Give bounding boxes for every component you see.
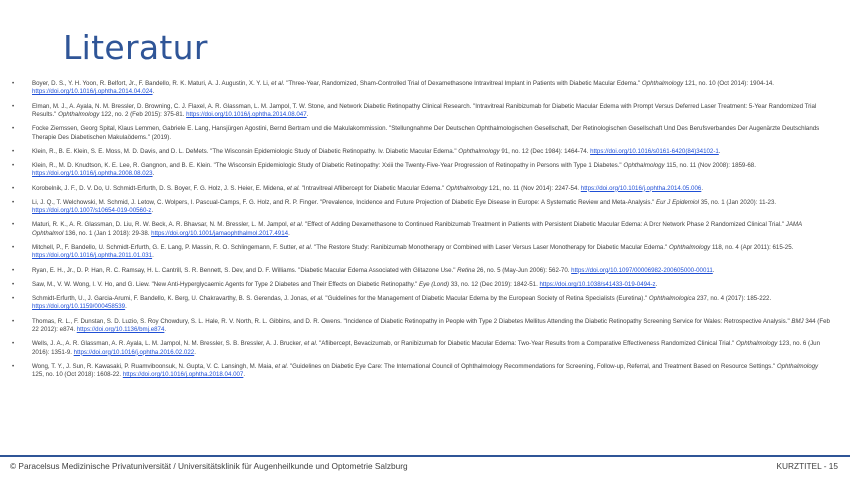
reference-doi-link[interactable]: https://doi.org/10.1097/00006982-200605000-00011 — [571, 266, 713, 274]
reference-journal: JAMA Ophthalmol — [32, 221, 802, 237]
reference-article-title: "The Restore Study: Ranibizumab Monotherapy or Combined with Laser Versus Laser Monotherapy for Diabetic Macular Edema." — [312, 244, 669, 252]
reference-journal: Ophthalmology — [736, 340, 778, 348]
bullet-icon: • — [12, 162, 15, 170]
reference-volume: 344 (Feb 22 2012): e874. — [32, 317, 830, 334]
reference-article-title: "Aflibercept, Bevacizumab, or Ranibizumab for Diabetic Macular Edema: Two-Year Results from a Comparative Effectiveness Randomized Clinical Trial." — [317, 340, 736, 348]
reference-authors-title: Klein, R., M. D. Knudtson, K. E. Lee, R. Gangnon, and B. E. Klein. "The Wisconsin Epidemiologic Study of Diabetic Retinopathy: Xxiii the Twenty-Five-Year Progression of Retinopathy in Persons with Type 1 Diabetes." — [32, 162, 624, 170]
reference-item — [12, 103, 830, 120]
bullet-icon: • — [12, 147, 15, 155]
reference-doi-link[interactable]: https://doi.org/10.1038/s41433-019-0494-z — [539, 280, 656, 288]
reference-end: . — [655, 280, 658, 288]
bullet-icon: • — [12, 317, 15, 325]
footer-copyright: © Paracelsus Medizinische Privatuniversität / Universitätsklinik für Augenheilkunde und Optometrie Salzburg — [10, 461, 408, 471]
reference-doi-link[interactable]: https://doi.org/10.1016/s0161-6420(84)34102-1 — [590, 147, 719, 155]
reference-end: . — [243, 371, 246, 379]
reference-doi-link[interactable]: https://doi.org/10.1001/jamaophthalmol.2017.4914 — [151, 229, 289, 237]
reference-end: . — [288, 229, 290, 237]
reference-item — [12, 318, 830, 335]
reference-article-title: "Effect of Adding Dexamethasone to Continued Ranibizumab Treatment in Patients with Persistent Diabetic Macular Edema: A Drcr Network Phase 2 Randomized Clinical Trial." — [303, 221, 786, 229]
reference-authors-title: Mitchell, P., F. Bandello, U. Schmidt-Erfurth, G. E. Lang, P. Massin, R. O. Schlingemann, F. Sutter, — [32, 244, 300, 252]
reference-journal: Ophthalmology — [776, 362, 819, 370]
reference-volume: 125, no. 10 (Oct 2018): 1608-22. — [32, 371, 123, 379]
reference-end: . — [152, 88, 155, 96]
reference-volume: 115, no. 11 (Nov 2008): 1859-68. — [664, 162, 756, 170]
reference-end: . — [306, 111, 309, 119]
bullet-icon: • — [12, 362, 15, 370]
bullet-icon: • — [12, 340, 15, 348]
reference-volume: 118, no. 4 (Apr 2011): 615-25. — [710, 244, 794, 252]
reference-volume: 26, no. 5 (May-Jun 2006): 562-70. — [474, 266, 572, 274]
reference-item — [12, 221, 830, 238]
reference-article-title: "Three-Year, Randomized, Sham-Controlled Trial of Dexamethasone Intravitreal Implant in Patients with Diabetic Macular Edema." — [284, 80, 642, 87]
reference-article-title: "Intravitreal Aflibercept for Diabetic Macular Edema." — [300, 184, 447, 192]
reference-authors-title: Schmidt-Erfurth, U., J. Garcia-Arumi, F. Bandello, K. Berg, U. Chakravarthy, B. S. Gerendas, J. Jonas, — [32, 295, 311, 303]
reference-item — [12, 244, 830, 261]
reference-item — [12, 295, 830, 312]
reference-etal: et al. — [289, 221, 304, 229]
reference-end: . — [152, 252, 154, 260]
reference-item — [12, 185, 830, 193]
reference-end: . — [194, 348, 196, 356]
reference-volume: 123, no. 6 (Jun 2016): 1351-9. — [32, 340, 820, 356]
reference-doi-link[interactable]: https://doi.org/10.1016/j.ophtha.2011.01.031 — [32, 252, 153, 260]
reference-end: . — [712, 266, 715, 274]
reference-authors-title: Focke Ziemssen, Georg Spital, Klaus Lemmen, Gabriele E. Lang, Hansjürgen Agostini, Bernd Bertram und die Makulakommission. "Stellungnahme Der Deutschen Ophthalmologischen Gesellschaft, Der Retinologischen Gesellschaft Und Des Berufsverbandes Der Augenärzte Deutschlands Therapie Des Diabetischen Makulaödems." (2019). — [32, 125, 820, 141]
reference-item — [12, 267, 830, 275]
bullet-icon: • — [12, 295, 15, 303]
reference-doi-link[interactable]: https://doi.org/10.1016/j.ophtha.2008.08.023 — [32, 170, 153, 178]
reference-item — [12, 199, 830, 216]
reference-authors-title: Klein, R., B. E. Klein, S. E. Moss, M. D. Davis, and D. L. DeMets. "The Wisconsin Epidemiologic Study of Diabetic Retinopathy. Iv. Diabetic Macular Edema." — [32, 147, 459, 155]
bullet-icon: • — [12, 244, 15, 252]
reference-end: . — [151, 207, 154, 215]
reference-etal: et al. — [310, 295, 324, 303]
bullet-icon: • — [12, 198, 15, 206]
reference-doi-link[interactable]: https://doi.org/10.1159/000458539 — [32, 303, 126, 311]
reference-authors-title: Li, J. Q., T. Welchowski, M. Schmid, J. Letow, C. Wolpers, I. Pascual-Camps, F. G. Holz, and R. P. Finger. "Prevalence, Incidence and Future Projection of Diabetic Eye Disease in Europe: A Systematic Review and Meta-Analysis." — [32, 198, 657, 206]
reference-doi-link[interactable]: https://doi.org/10.1016/j.ophtha.2018.04.007 — [122, 371, 244, 379]
reference-volume: 121, no. 10 (Oct 2014): 1904-14. — [683, 80, 774, 87]
reference-article-title: "Guidelines for the Management of Diabetic Macular Edema by the European Society of Retina Specialists (Euretina)." — [323, 295, 649, 303]
reference-etal: et al. — [286, 184, 301, 192]
reference-item — [12, 363, 830, 380]
reference-etal: et al. — [274, 362, 289, 370]
reference-etal: et al. — [304, 340, 318, 348]
reference-end: . — [152, 170, 155, 178]
reference-authors-title: Boyer, D. S., Y. H. Yoon, R. Belfort, Jr., F. Bandello, R. K. Maturi, A. J. Augustin, X. Y. Li, — [32, 80, 272, 87]
reference-doi-link[interactable]: https://doi.org/10.1136/bmj.e874 — [76, 326, 165, 334]
reference-authors-title: Wells, J. A., A. R. Glassman, A. R. Ayala, L. M. Jampol, N. M. Bressler, S. B. Bressler, A. J. Brucker, — [32, 340, 305, 348]
reference-end: . — [701, 184, 704, 192]
reference-list — [12, 80, 830, 386]
reference-journal: Ophthalmology — [623, 162, 665, 170]
reference-volume: 35, no. 1 (Jan 2020): 11-23. — [699, 198, 777, 206]
bullet-icon: • — [12, 102, 15, 110]
bullet-icon: • — [12, 266, 15, 274]
reference-doi-link[interactable]: https://doi.org/10.1016/j.ophtha.2016.02.022 — [73, 348, 195, 356]
reference-doi-link[interactable]: https://doi.org/10.1007/s10654-019-00560-z — [32, 207, 152, 215]
reference-end: . — [718, 147, 721, 155]
reference-journal: Eur J Epidemiol — [656, 198, 700, 206]
reference-volume: 136, no. 1 (Jan 1 2018): 29-38. — [63, 229, 152, 237]
reference-journal: Ophthalmologica — [648, 295, 696, 303]
reference-authors-title: Thomas, R. L., F. Dunstan, S. D. Luzio, S. Roy Chowdury, S. L. Hale, R. V. North, R. L. Gibbins, and D. R. Owens. "Incidence of Diabetic Retinopathy in People with Type 2 Diabetes Mellitus Attending the Diabetic Retinopathy Screening Service for Wales: Retrospective Analysis." — [32, 317, 792, 325]
page-title: Literatur — [63, 28, 208, 67]
bullet-icon: • — [12, 184, 15, 192]
bullet-icon: • — [12, 80, 15, 87]
reference-etal: et al. — [299, 244, 313, 252]
reference-article-title: "Guidelines on Diabetic Eye Care: The International Council of Ophthalmology Recommendations for Screening, Follow-up, Referral, and Treatment Based on Resource Settings." — [288, 362, 777, 370]
reference-authors-title: Elman, M. J., A. Ayala, N. M. Bressler, D. Browning, C. J. Flaxel, A. R. Glassman, L. M. Jampol, T. W. Stone, and Network Diabetic Retinopathy Clinical Research. "Intravitreal Ranibizumab for Diabetic Macular Edema with Prompt Versus Deferred Laser Treatment: 5-Year Randomized Trial Results." — [32, 102, 817, 119]
reference-volume: 121, no. 11 (Nov 2014): 2247-54. — [487, 184, 581, 192]
reference-volume: 122, no. 2 (Feb 2015): 375-81. — [99, 111, 187, 119]
reference-journal: Ophthalmology — [668, 244, 711, 252]
reference-item — [12, 148, 830, 156]
reference-volume: 237, no. 4 (2017): 185-222. — [695, 295, 772, 303]
reference-item — [12, 125, 830, 142]
reference-journal: Ophthalmology — [641, 80, 684, 87]
reference-journal: Ophthalmology — [458, 147, 500, 155]
reference-authors-title: Wong, T. Y., J. Sun, R. Kawasaki, P. Ruamviboonsuk, N. Gupta, V. C. Lansingh, M. Maia, — [32, 362, 275, 370]
footer-divider — [0, 455, 850, 457]
reference-journal: Retina — [457, 266, 475, 274]
reference-volume: 91, no. 12 (Dec 1984): 1464-74. — [499, 147, 591, 155]
reference-journal: Ophthalmology — [446, 184, 488, 192]
footer-slide-number: KURZTITEL - 15 — [776, 461, 838, 471]
reference-end: . — [125, 303, 127, 311]
reference-item — [12, 80, 830, 97]
reference-authors-title: Korobelnik, J. F., D. V. Do, U. Schmidt-Erfurth, D. S. Boyer, F. G. Holz, J. S. Heier, E. Midena, — [32, 184, 287, 192]
reference-journal: Eye (Lond) — [418, 280, 450, 288]
bullet-icon: • — [12, 125, 15, 133]
reference-etal: et al. — [271, 80, 285, 87]
reference-journal: Ophthalmology — [58, 111, 100, 119]
reference-authors-title: Ryan, E. H., Jr., D. P. Han, R. C. Ramsay, H. L. Cantrill, S. R. Bennett, S. Dev, and D. F. Williams. "Diabetic Macular Edema Associated with Glitazone Use." — [32, 266, 458, 274]
reference-doi-link[interactable]: https://doi.org/10.1016/j.ophtha.2014.05.006 — [580, 184, 702, 192]
reference-volume: 33, no. 12 (Dec 2019): 1842-51. — [449, 280, 540, 288]
reference-doi-link[interactable]: https://doi.org/10.1016/j.ophtha.2014.08.047 — [186, 111, 307, 119]
reference-item — [12, 281, 830, 289]
reference-doi-link[interactable]: https://doi.org/10.1016/j.ophtha.2014.04.024 — [32, 88, 153, 96]
bullet-icon: • — [12, 221, 15, 229]
reference-item — [12, 340, 830, 357]
reference-item — [12, 162, 830, 179]
reference-authors-title: Maturi, R. K., A. R. Glassman, D. Liu, R. W. Beck, A. R. Bhavsar, N. M. Bressler, L. M. Jampol, — [32, 221, 290, 229]
bullet-icon: • — [12, 280, 15, 288]
reference-authors-title: Saw, M., V. W. Wong, I. V. Ho, and G. Liew. "New Anti-Hyperglycaemic Agents for Type 2 Diabetes and Their Effects on Diabetic Retinopathy." — [32, 280, 419, 288]
reference-end: . — [164, 326, 167, 334]
reference-journal: BMJ — [791, 317, 804, 325]
